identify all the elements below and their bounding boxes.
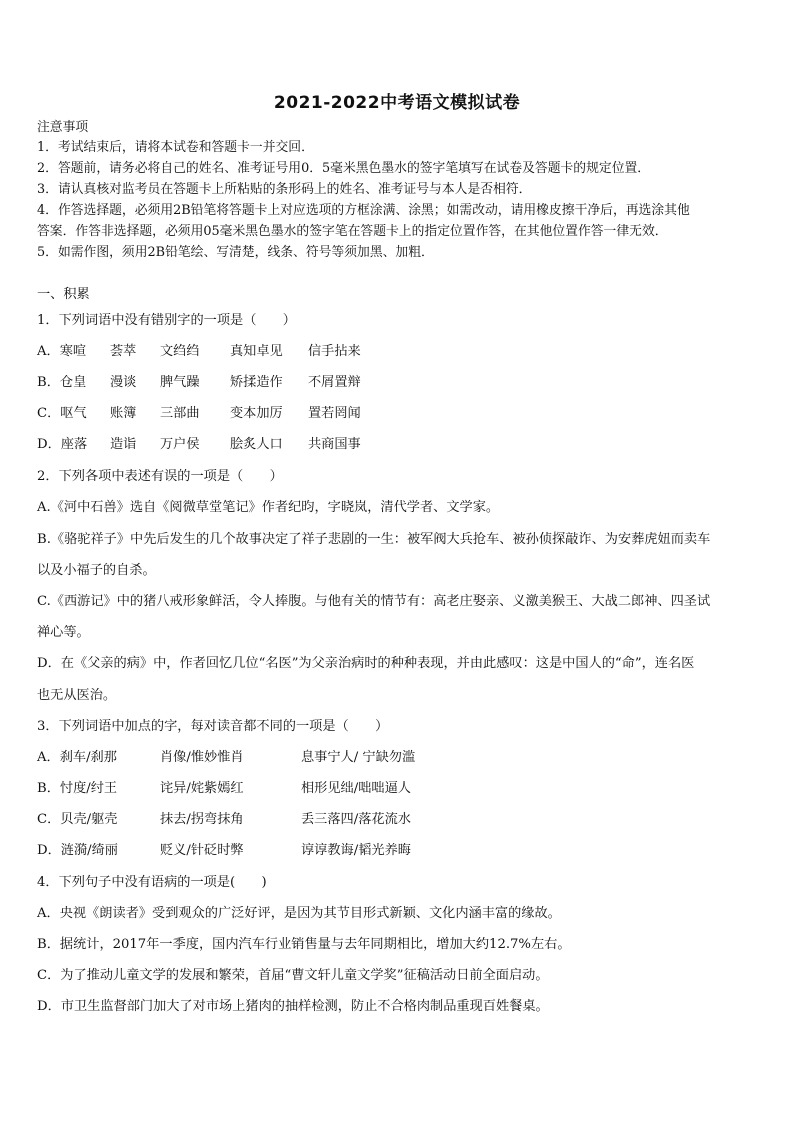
notice-item: 4．作答选择题，必须用2B铅笔将答题卡上对应选项的方框涂满、涂黑；如需改动，请用橡皮擦干净后，再选涂其他: [37, 203, 690, 218]
option-word: 不屑置辩: [308, 375, 361, 390]
option-word: 万户侯: [160, 437, 200, 452]
option-word: C．贝壳/躯壳: [37, 812, 118, 827]
option-word: 变本加厉: [230, 406, 283, 421]
q2-line: C.《西游记》中的猪八戒形象鲜活，令人捧腹。与他有关的情节有：高老庄娶亲、义激美猴王、大战二郎神、四圣试: [37, 594, 711, 609]
q2-line: A.《河中石兽》选自《阅微草堂笔记》作者纪昀，字晓岚，清代学者、文学家。: [37, 500, 500, 515]
option-word: 谆谆教诲/韬光养晦: [301, 843, 411, 858]
option-word: B．忖度/纣王: [37, 781, 118, 796]
notice-item: 5．如需作图，须用2B铅笔绘、写清楚，线条、符号等须加黑、加粗．: [37, 245, 434, 260]
page-title: 2021-2022中考语文模拟试卷: [273, 93, 521, 113]
option-word: 脍炙人口: [230, 437, 283, 452]
notice-item: 2．答题前，请务必将自己的姓名、准考证号用0．5毫米黑色墨水的签字笔填写在试卷及答题卡的规定位置．: [37, 161, 651, 176]
option-word: A．寒喧: [37, 344, 87, 359]
q2-line: 以及小福子的自杀。: [37, 563, 156, 578]
notice-item: 3．请认真核对监考员在答题卡上所粘贴的条形码上的姓名、准考证号与本人是否相符．: [37, 182, 532, 197]
option-word: 丢三落四/落花流水: [301, 812, 411, 827]
option-word: 肖像/惟妙惟肖: [160, 750, 244, 765]
option-word: A．刹车/刹那: [37, 750, 117, 765]
q4-line: D．市卫生监督部门加大了对市场上猪肉的抽样检测，防止不合格肉制品重现百姓餐桌。: [37, 999, 549, 1014]
option-word: B．仓皇: [37, 375, 87, 390]
notice-heading: 注意事项: [37, 120, 89, 135]
question-4-stem: 4．下列句子中没有语病的一项是( ): [37, 875, 267, 890]
q2-line: 也无从医治。: [37, 688, 117, 703]
option-word: 息事宁人/ 宁缺勿滥: [301, 750, 416, 765]
option-word: 漫谈: [110, 375, 137, 390]
section-heading: 一、积累: [37, 287, 90, 302]
option-word: 文绉绉: [160, 344, 200, 359]
option-word: 相形见绌/咄咄逼人: [301, 781, 411, 796]
option-word: 贬义/针砭时弊: [160, 843, 244, 858]
option-word: D．座落: [37, 437, 88, 452]
q2-line: B.《骆驼祥子》中先后发生的几个故事决定了祥子悲剧的一生：被军阀大兵抢车、被孙侦探敲诈、为安葬虎妞而卖车: [37, 532, 711, 547]
option-word: 三部曲: [160, 406, 200, 421]
q4-line: A．央视《朗读者》受到观众的广泛好评，是因为其节目形式新颖、文化内涵丰富的缘故。: [37, 906, 561, 921]
option-word: 共商国事: [308, 437, 361, 452]
option-word: 账簿: [110, 406, 137, 421]
option-word: 信手拈来: [308, 344, 361, 359]
option-word: 抹去/拐弯抹角: [160, 812, 244, 827]
option-word: 荟萃: [110, 344, 137, 359]
option-word: 造诣: [110, 437, 137, 452]
option-word: 真知卓见: [230, 344, 283, 359]
question-3-stem: 3．下列词语中加点的字，每对读音都不同的一项是（ ）: [37, 719, 389, 734]
q2-line: D．在《父亲的病》中，作者回忆几位“名医”为父亲治病时的种种表现，并由此感叹：这是中国人的“命”，连名医: [37, 656, 695, 671]
question-1-stem: 1．下列词语中没有错别字的一项是（ ）: [37, 313, 296, 328]
notice-item: 答案．作答非选择题，必须用05毫米黑色墨水的签字笔在答题卡上的指定位置作答，在其他位置作答一律无效．: [37, 224, 668, 239]
option-word: 脾气躁: [160, 375, 200, 390]
q2-line: 禅心等。: [37, 625, 90, 640]
q4-line: B．据统计，2017年一季度，国内汽车行业销售量与去年同期相比，增加大约12.7%左右。: [37, 937, 571, 952]
question-2-stem: 2．下列各项中表述有误的一项是（ ）: [37, 469, 283, 484]
notice-item: 1．考试结束后，请将本试卷和答题卡一并交回．: [37, 140, 314, 155]
q4-line: C．为了推动儿童文学的发展和繁荣，首届“曹文轩儿童文学奖”征稿活动日前全面启动。: [37, 968, 549, 983]
option-word: 置若罔闻: [308, 406, 361, 421]
option-word: D．涟漪/绮丽: [37, 843, 118, 858]
option-word: 诧异/姹紫嫣红: [160, 781, 244, 796]
option-word: C．呕气: [37, 406, 87, 421]
option-word: 矫揉造作: [230, 375, 283, 390]
